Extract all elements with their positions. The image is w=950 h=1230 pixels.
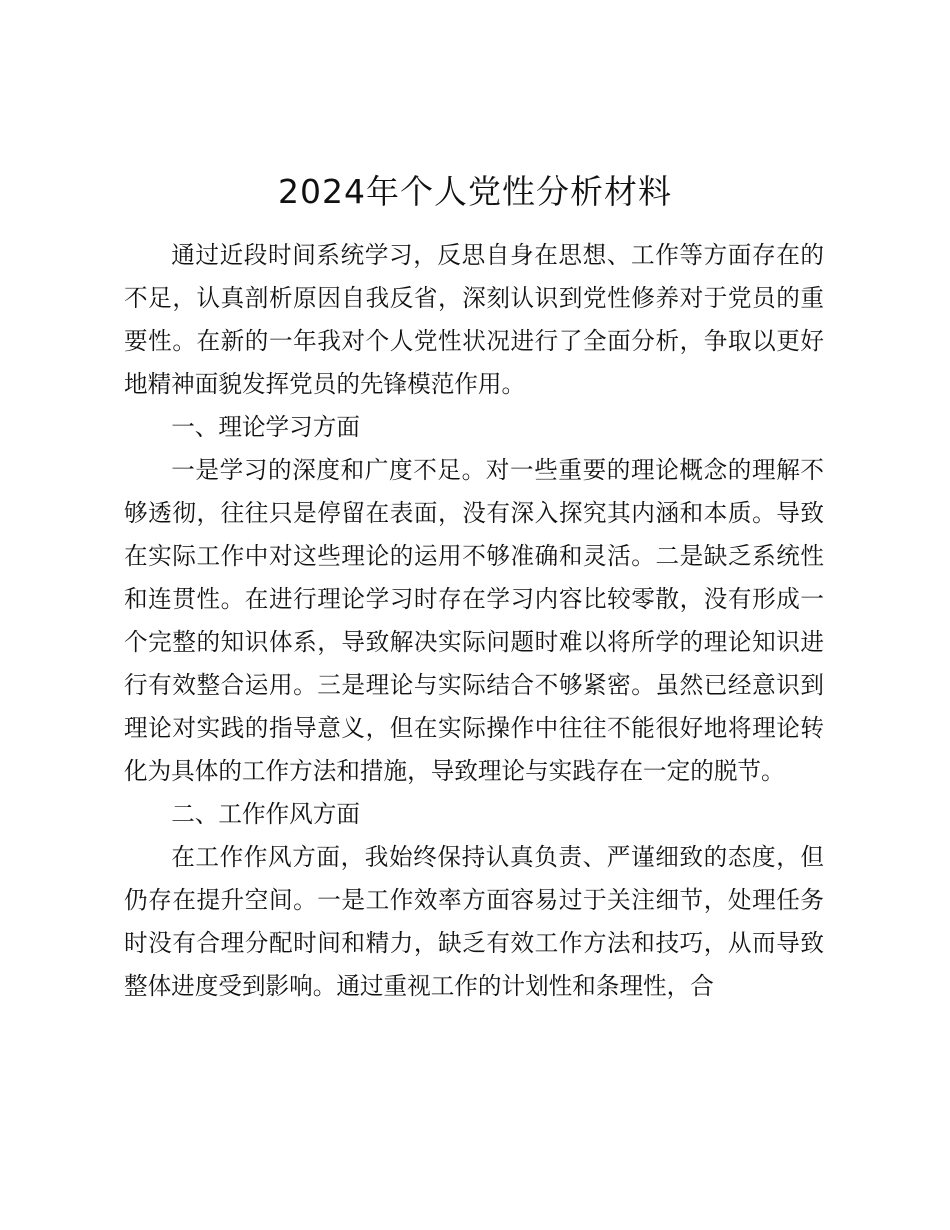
section-heading-theory: 一、理论学习方面 [171,413,360,441]
paragraph-theory: 一是学习的深度和广度不足。对一些重要的理论概念的理解不够透彻，往往只是停留在表面，没有深入探究其内涵和本质。导致在实际工作中对这些理论的运用不够准确和灵活。二是缺乏系统性和连贯性。在进行理论学习时存在学习内容比较零散，没有形成一个完整的知识体系，导致解决实际问题时难以将所学的理论知识进行有效整合运用。三是理论与实际结合不够紧密。虽然已经意识到理论对实践的指导意义，但在实际操作中往往不能很好地将理论转化为具体的工作方法和措施，导致理论与实践存在一定的脱节。 [124,456,824,785]
document-body [124,234,824,1008]
document-title: 2024年个人党性分析材料 [278,172,672,211]
section-heading-work-style: 二、工作作风方面 [171,800,360,828]
paragraph-work-style: 在工作作风方面，我始终保持认真负责、严谨细致的态度，但仍存在提升空间。一是工作效率方面容易过于关注细节，处理任务时没有合理分配时间和精力，缺乏有效工作方法和技巧，从而导致整体进度受到影响。通过重视工作的计划性和条理性，合 [124,843,824,1000]
paragraph-intro: 通过近段时间系统学习，反思自身在思想、工作等方面存在的不足，认真剖析原因自我反省，深刻认识到党性修养对于党员的重要性。在新的一年我对个人党性状况进行了全面分析，争取以更好地精神面貌发挥党员的先锋模范作用。 [124,241,824,398]
